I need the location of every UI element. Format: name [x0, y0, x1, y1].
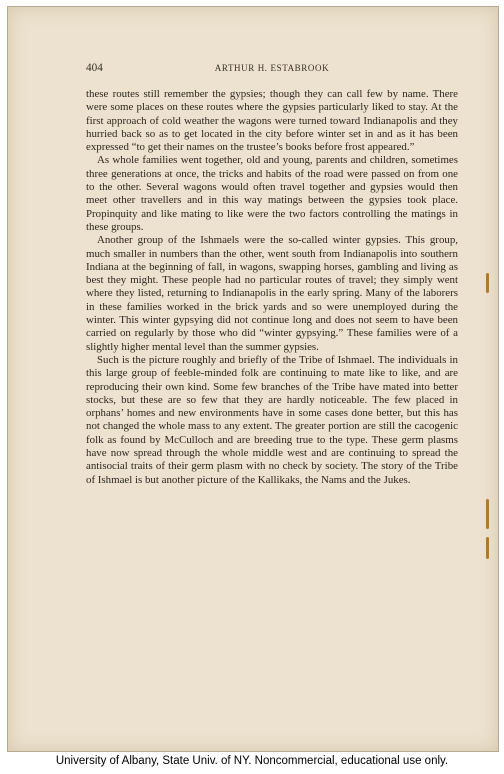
margin-stain-mark	[486, 499, 489, 529]
attribution-footer: University of Albany, State Univ. of NY. Noncommercial, educational use only.	[55, 755, 449, 767]
page-header	[86, 62, 458, 76]
paragraph: Such is the picture roughly and briefly of the Tribe of Ishmael. The individuals in this large group of feeble-minded folk are continuing to mate like to like, and are reproducing their own kind. Some few branches of the Tribe have mated into better stocks, but these are so few that they are hardly noticeable. The few placed in orphans’ homes and new environments have in some cases done better, but this has not changed the whole mass to any extent. The greater portion are still the cacogenic folk as found by McCulloch and are breeding true to the type. These germ plasms have now spread through the whole middle west and are continuing to spread the antisocial traits of their germ plasm with no check by society. The story of the Tribe of Ishmael is but another picture of the Kallikaks, the Nams and the Jukes.	[86, 353, 458, 486]
scanned-page	[7, 6, 499, 752]
paragraph: As whole families went together, old and young, parents and children, sometimes three generations at once, the tricks and habits of the road were passed on from one to the other. Several wagons would often travel together and gypsies would then meet other travellers and in this way matings between the gypsies took place. Propinquity and like mating to like were the two factors controlling the matings in these groups.	[86, 154, 458, 233]
paragraph: Another group of the Ishmaels were the so-called winter gypsies. This group, much smaller in numbers than the other, went south from Indianapolis into southern Indiana at the beginning of fall, in wagons, swapping horses, gambling and living as best they might. These people had no particular routes of travel; they simply went where they listed, returning to Indianapolis in the early spring. Many of the laborers in these families worked in the brick yards and so were unemployed during the winter. This winter gypsying did not continue long and does not seem to have been carried on regularly by those who did “winter gypsying.” These families were of a slightly higher mental level than the summer gypsies.	[86, 234, 458, 353]
running-title: ARTHUR H. ESTABROOK	[214, 63, 330, 73]
margin-stain-mark	[486, 537, 489, 559]
page-number: 404	[86, 62, 103, 74]
body-text	[86, 88, 458, 487]
paragraph: these routes still remember the gypsies; though they can call few by name. There were some places on these routes where the gypsies particularly liked to stay. At the first approach of cold weather the wagons were turned toward Indianapolis and they hurried back so as to get located in the city before winter set in and as it has been expressed “to get their names on the trustee’s books before frost appeared.”	[86, 88, 458, 154]
margin-stain-mark	[486, 273, 489, 293]
